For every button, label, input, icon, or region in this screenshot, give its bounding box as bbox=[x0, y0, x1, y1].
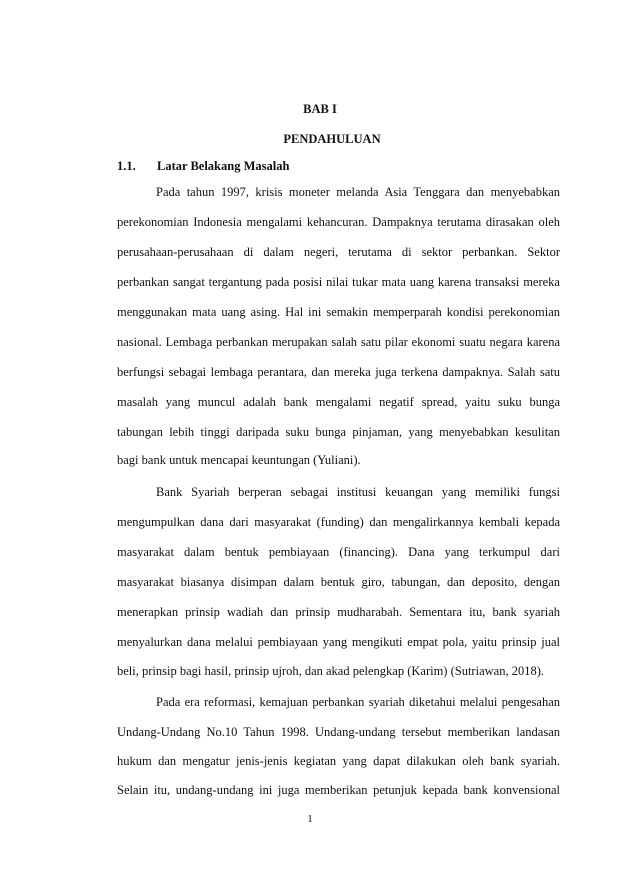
paragraph-line: masalah yang muncul adalah bank mengalami negatif spread, yaitu suku bunga bbox=[117, 395, 560, 409]
paragraph-line: Undang-Undang No.10 Tahun 1998. Undang-undang tersebut memberikan landasan bbox=[117, 725, 560, 739]
chapter-title: PENDAHULUAN bbox=[283, 132, 381, 146]
section-title: Latar Belakang Masalah bbox=[157, 159, 290, 173]
paragraph-line: perusahaan-perusahaan di dalam negeri, terutama di sektor perbankan. Sektor bbox=[117, 245, 560, 259]
paragraph-line: menerapkan prinsip wadiah dan prinsip mudharabah. Sementara itu, bank syariah bbox=[117, 605, 560, 619]
paragraph-line: Selain itu, undang-undang ini juga memberikan petunjuk kepada bank konvensional bbox=[117, 783, 560, 797]
paragraph-line: menggunakan mata uang asing. Hal ini semakin memperparah kondisi perekonomian bbox=[117, 305, 560, 319]
paragraph-line: perbankan sangat tergantung pada posisi nilai tukar mata uang karena transaksi mereka bbox=[117, 275, 560, 289]
paragraph-line: masyarakat dalam bentuk pembiayaan (financing). Dana yang terkumpul dari bbox=[117, 545, 560, 559]
section-heading bbox=[117, 159, 289, 174]
page-number: 1 bbox=[307, 813, 313, 825]
paragraph-line: berfungsi sebagai lembaga perantara, dan mereka juga terkena dampaknya. Salah satu bbox=[117, 365, 560, 379]
paragraph-line: masyarakat biasanya disimpan dalam bentuk giro, tabungan, dan deposito, dengan bbox=[117, 575, 560, 589]
paragraph-line: mengumpulkan dana dari masyarakat (funding) dan mengalirkannya kembali kepada bbox=[117, 515, 560, 529]
paragraph-line: nasional. Lembaga perbankan merupakan salah satu pilar ekonomi suatu negara karena bbox=[117, 335, 560, 349]
paragraph-line: tabungan lebih tinggi daripada suku bunga pinjaman, yang menyebabkan kesulitan bbox=[117, 425, 560, 439]
paragraph-line: bagi bank untuk mencapai keuntungan (Yuliani). bbox=[117, 453, 361, 467]
paragraph-line: Pada era reformasi, kemajuan perbankan syariah diketahui melalui pengesahan bbox=[156, 695, 560, 709]
paragraph-line: Pada tahun 1997, krisis moneter melanda Asia Tenggara dan menyebabkan bbox=[156, 185, 560, 199]
section-number: 1.1. bbox=[117, 159, 136, 173]
paragraph-line: menyalurkan dana melalui pembiayaan yang mengikuti empat pola, yaitu prinsip jual bbox=[117, 635, 560, 649]
chapter-heading: BAB I bbox=[303, 102, 337, 116]
paragraph-line: perekonomian Indonesia mengalami kehancuran. Dampaknya terutama dirasakan oleh bbox=[117, 215, 560, 229]
paragraph-line: beli, prinsip bagi hasil, prinsip ujroh, dan akad pelengkap (Karim) (Sutriawan, 2018). bbox=[117, 664, 544, 678]
paragraph-line: Bank Syariah berperan sebagai institusi keuangan yang memiliki fungsi bbox=[156, 485, 560, 499]
paragraph-line: hukum dan mengatur jenis-jenis kegiatan yang dapat dilakukan oleh bank syariah. bbox=[117, 754, 560, 768]
